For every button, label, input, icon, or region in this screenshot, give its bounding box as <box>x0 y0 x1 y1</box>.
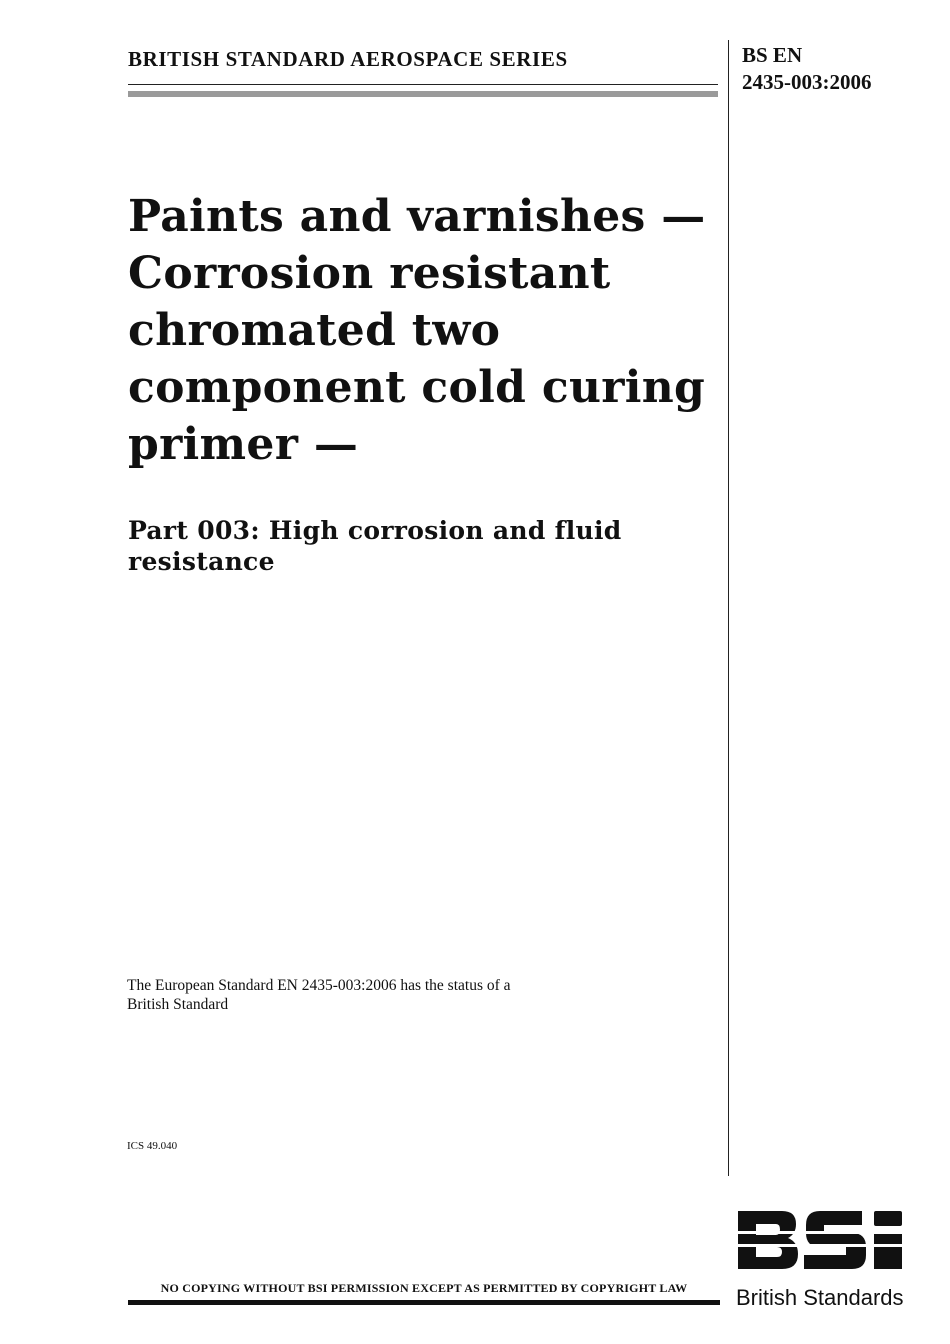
status-note-line: The European Standard EN 2435-003:2006 has the status of a <box>127 977 511 994</box>
part-title <box>128 515 688 577</box>
part-title-line: Part 003: High corrosion and fluid <box>128 516 622 545</box>
status-note-line: British Standard <box>127 996 229 1013</box>
copyright-notice: NO COPYING WITHOUT BSI PERMISSION EXCEPT AS PERMITTED BY COPYRIGHT LAW <box>160 1281 688 1295</box>
title-line: Paints and varnishes — <box>128 191 706 242</box>
header-rule-thick <box>128 91 718 97</box>
footer-rule <box>128 1300 720 1305</box>
bsi-logo-caption: British Standards <box>736 1285 904 1310</box>
bsi-logo-mark <box>736 1207 906 1277</box>
title-line: primer — <box>128 419 359 470</box>
series-title: BRITISH STANDARD AEROSPACE SERIES <box>128 47 568 71</box>
margin-vertical-rule <box>728 40 729 1176</box>
title-line: Corrosion resistant <box>128 248 611 299</box>
ics-code: ICS 49.040 <box>127 1140 178 1152</box>
bsi-logo <box>736 1207 906 1317</box>
title-line: component cold curing <box>128 362 706 413</box>
status-note <box>127 976 511 1014</box>
header-rule-thin <box>128 84 718 85</box>
standard-number <box>742 42 872 96</box>
part-title-line: resistance <box>128 547 275 576</box>
standard-number-line1: BS EN <box>742 43 803 67</box>
title-line: chromated two <box>128 305 501 356</box>
document-title <box>128 188 723 473</box>
standard-number-line2: 2435-003:2006 <box>742 70 872 94</box>
